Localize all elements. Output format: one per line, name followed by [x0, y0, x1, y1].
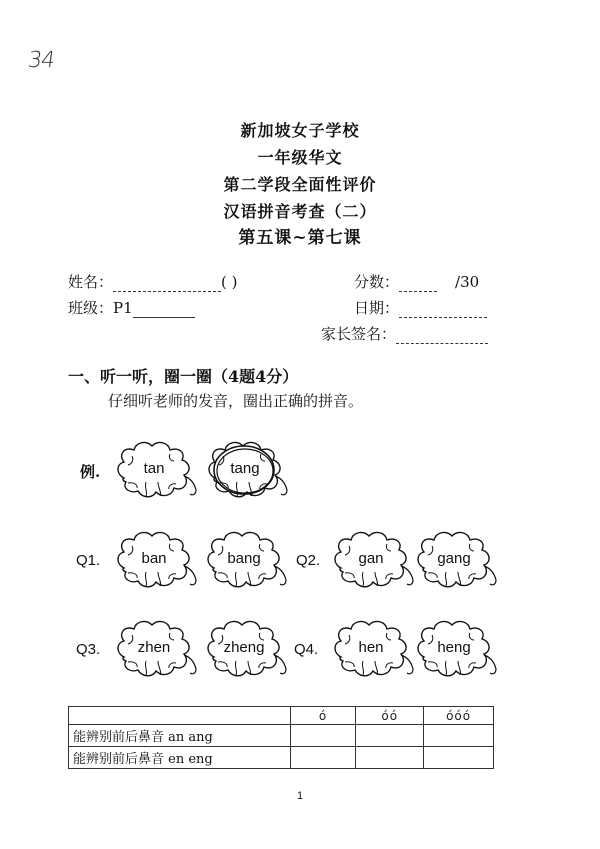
page-number: 1 [296, 790, 304, 802]
name-blank[interactable] [113, 276, 221, 292]
rubric-criterion: 能辨别前后鼻音 an ang [69, 725, 291, 747]
option-leaf[interactable] [410, 528, 498, 594]
rubric-table [68, 706, 494, 769]
date-field [354, 298, 487, 318]
name-label: 姓名： [68, 273, 114, 291]
option-leaf[interactable] [327, 528, 415, 594]
option-leaf[interactable] [200, 617, 288, 683]
score-field [354, 272, 479, 292]
worksheet-header [0, 117, 600, 252]
apple-icon: ó [318, 708, 328, 723]
pinyin-option: zheng [223, 639, 265, 656]
option-leaf[interactable] [110, 438, 198, 504]
pinyin-option: zhen [137, 639, 171, 656]
school-name: 新加坡女子学校 [240, 121, 360, 140]
quiz-title: 汉语拼音考查（二） [223, 202, 377, 221]
handwritten-number: 34 [26, 48, 56, 73]
class-field [68, 298, 195, 318]
pinyin-option: ban [141, 550, 167, 567]
option-leaf[interactable] [200, 528, 288, 594]
score-total: /30 [455, 273, 480, 291]
grade-subject: 一年级华文 [257, 148, 343, 167]
rubric-cell[interactable] [356, 747, 424, 769]
option-leaf[interactable] [110, 617, 198, 683]
question-label: Q1. [76, 552, 101, 569]
assessment-name: 第二学段全面性评价 [223, 175, 377, 194]
rubric-level-3 [424, 707, 494, 725]
rubric-header-blank [69, 707, 291, 725]
option-leaf[interactable] [410, 617, 498, 683]
name-field [68, 272, 238, 292]
class-blank[interactable] [133, 302, 195, 318]
question-label: Q3. [76, 641, 101, 658]
pinyin-option: gan [358, 550, 384, 567]
option-leaf-circled[interactable] [201, 438, 289, 504]
pinyin-option: hen [358, 639, 384, 656]
lesson-range: 第五课~第七课 [238, 228, 362, 248]
rubric-header-row [69, 707, 494, 725]
rubric-cell[interactable] [424, 747, 494, 769]
section-instruction: 仔细听老师的发音，圈出正确的拼音。 [108, 392, 364, 410]
rubric-level-1 [290, 707, 356, 725]
class-label: 班级： [68, 299, 114, 317]
option-leaf[interactable] [327, 617, 415, 683]
rubric-cell[interactable] [424, 725, 494, 747]
question-label: Q2. [296, 552, 321, 569]
rubric-row [69, 725, 494, 747]
pinyin-option: tan [143, 460, 165, 477]
signature-label: 家长签名： [321, 325, 397, 343]
date-blank[interactable] [399, 302, 487, 318]
rubric-criterion: 能辨别前后鼻音 en eng [69, 747, 291, 769]
rubric-level-2 [356, 707, 424, 725]
section-title: 一、听一听，圈一圈（4题4分） [68, 367, 299, 386]
class-value: P1 [113, 299, 133, 317]
pinyin-option: heng [437, 639, 471, 656]
score-blank[interactable] [399, 276, 437, 292]
example-label: 例. [80, 463, 101, 481]
question-label: Q4. [294, 641, 319, 658]
signature-blank[interactable] [396, 328, 488, 344]
rubric-cell[interactable] [290, 725, 356, 747]
apple-icon: óó [381, 708, 399, 723]
apple-icon: óóó [446, 708, 472, 723]
signature-field [321, 324, 488, 344]
option-leaf[interactable] [110, 528, 198, 594]
pinyin-option: tang [230, 460, 260, 477]
pinyin-option: gang [437, 550, 471, 567]
pinyin-option: bang [227, 550, 261, 567]
rubric-cell[interactable] [290, 747, 356, 769]
rubric-cell[interactable] [356, 725, 424, 747]
score-label: 分数： [354, 273, 400, 291]
name-paren: ( ) [221, 273, 238, 291]
date-label: 日期： [354, 299, 400, 317]
rubric-row [69, 747, 494, 769]
